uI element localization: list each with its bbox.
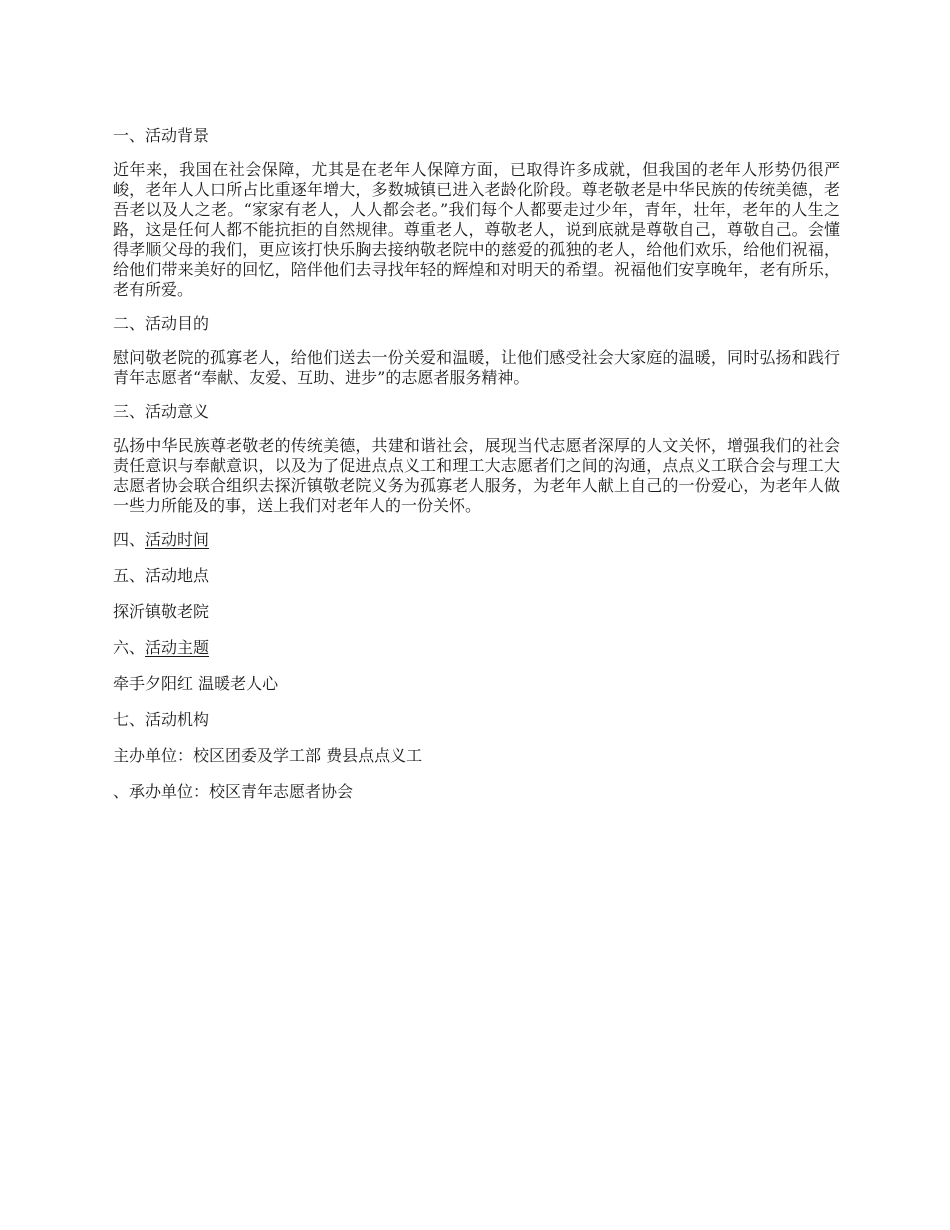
section-heading-theme bbox=[113, 636, 840, 659]
section-body-location: 探沂镇敬老院 bbox=[113, 602, 210, 621]
section-body-background: 近年来，我国在社会保障，尤其是在老年人保障方面，已取得许多成就，但我国的老年人形势仍很严峻，老年人人口所占比重逐年增大，多数城镇已进入老龄化阶段。尊老敬老是中华民族的传统美德，老吾老以及人之老。“家家有老人，人人都会老。”我们每个人都要走过少年，青年，壮年，老年的人生之路，这是任何人都不能抗拒的自然规律。尊重老人，尊敬老人，说到底就是尊敬自己，尊敬自己。会懂得孝顺父母的我们，更应该打快乐胸去接纳敬老院中的慈爱的孤独的老人，给他们欢乐，给他们祝福，给他们带来美好的回忆，陪伴他们去寻找年轻的辉煌和对明天的希望。祝福他们安享晚年，老有所乐，老有所爱。 bbox=[113, 160, 840, 299]
organizer-line: 主办单位：校区团委及学工部 费县点点义工 bbox=[113, 746, 423, 765]
section-heading-time-prefix: 四、 bbox=[113, 530, 146, 549]
section-heading-location: 五、活动地点 bbox=[113, 566, 210, 585]
section-heading-organization: 七、活动机构 bbox=[113, 710, 210, 729]
section-body-significance: 弘扬中华民族尊老敬老的传统美德，共建和谐社会，展现当代志愿者深厚的人文关怀，增强我们的社会责任意识与奉献意识，以及为了促进点点义工和理工大志愿者们之间的沟通，点点义工联合会与理工大志愿者协会联合组织去探沂镇敬老院义务为孤寡老人服务，为老年人献上自己的一份爱心，为老年人做一些力所能及的事，送上我们对老年人的一份关怀。 bbox=[113, 436, 840, 515]
section-heading-significance: 三、活动意义 bbox=[113, 402, 210, 421]
section-heading-purpose: 二、活动目的 bbox=[113, 314, 210, 333]
section-body-purpose: 慰问敬老院的孤寡老人，给他们送去一份关爱和温暖，让他们感受社会大家庭的温暖，同时弘扬和践行青年志愿者“奉献、友爱、互助、进步”的志愿者服务精神。 bbox=[113, 348, 840, 387]
section-heading-theme-prefix: 六、 bbox=[113, 638, 146, 657]
section-heading-background: 一、活动背景 bbox=[113, 126, 210, 145]
section-heading-theme-link[interactable]: 活动主题 bbox=[145, 638, 210, 657]
co-organizer-line: 、承办单位：校区青年志愿者协会 bbox=[113, 782, 354, 801]
section-heading-time-link[interactable]: 活动时间 bbox=[145, 530, 210, 549]
section-heading-time bbox=[113, 528, 840, 551]
section-body-theme: 牵手夕阳红 温暖老人心 bbox=[113, 674, 279, 693]
document-page bbox=[113, 124, 840, 816]
